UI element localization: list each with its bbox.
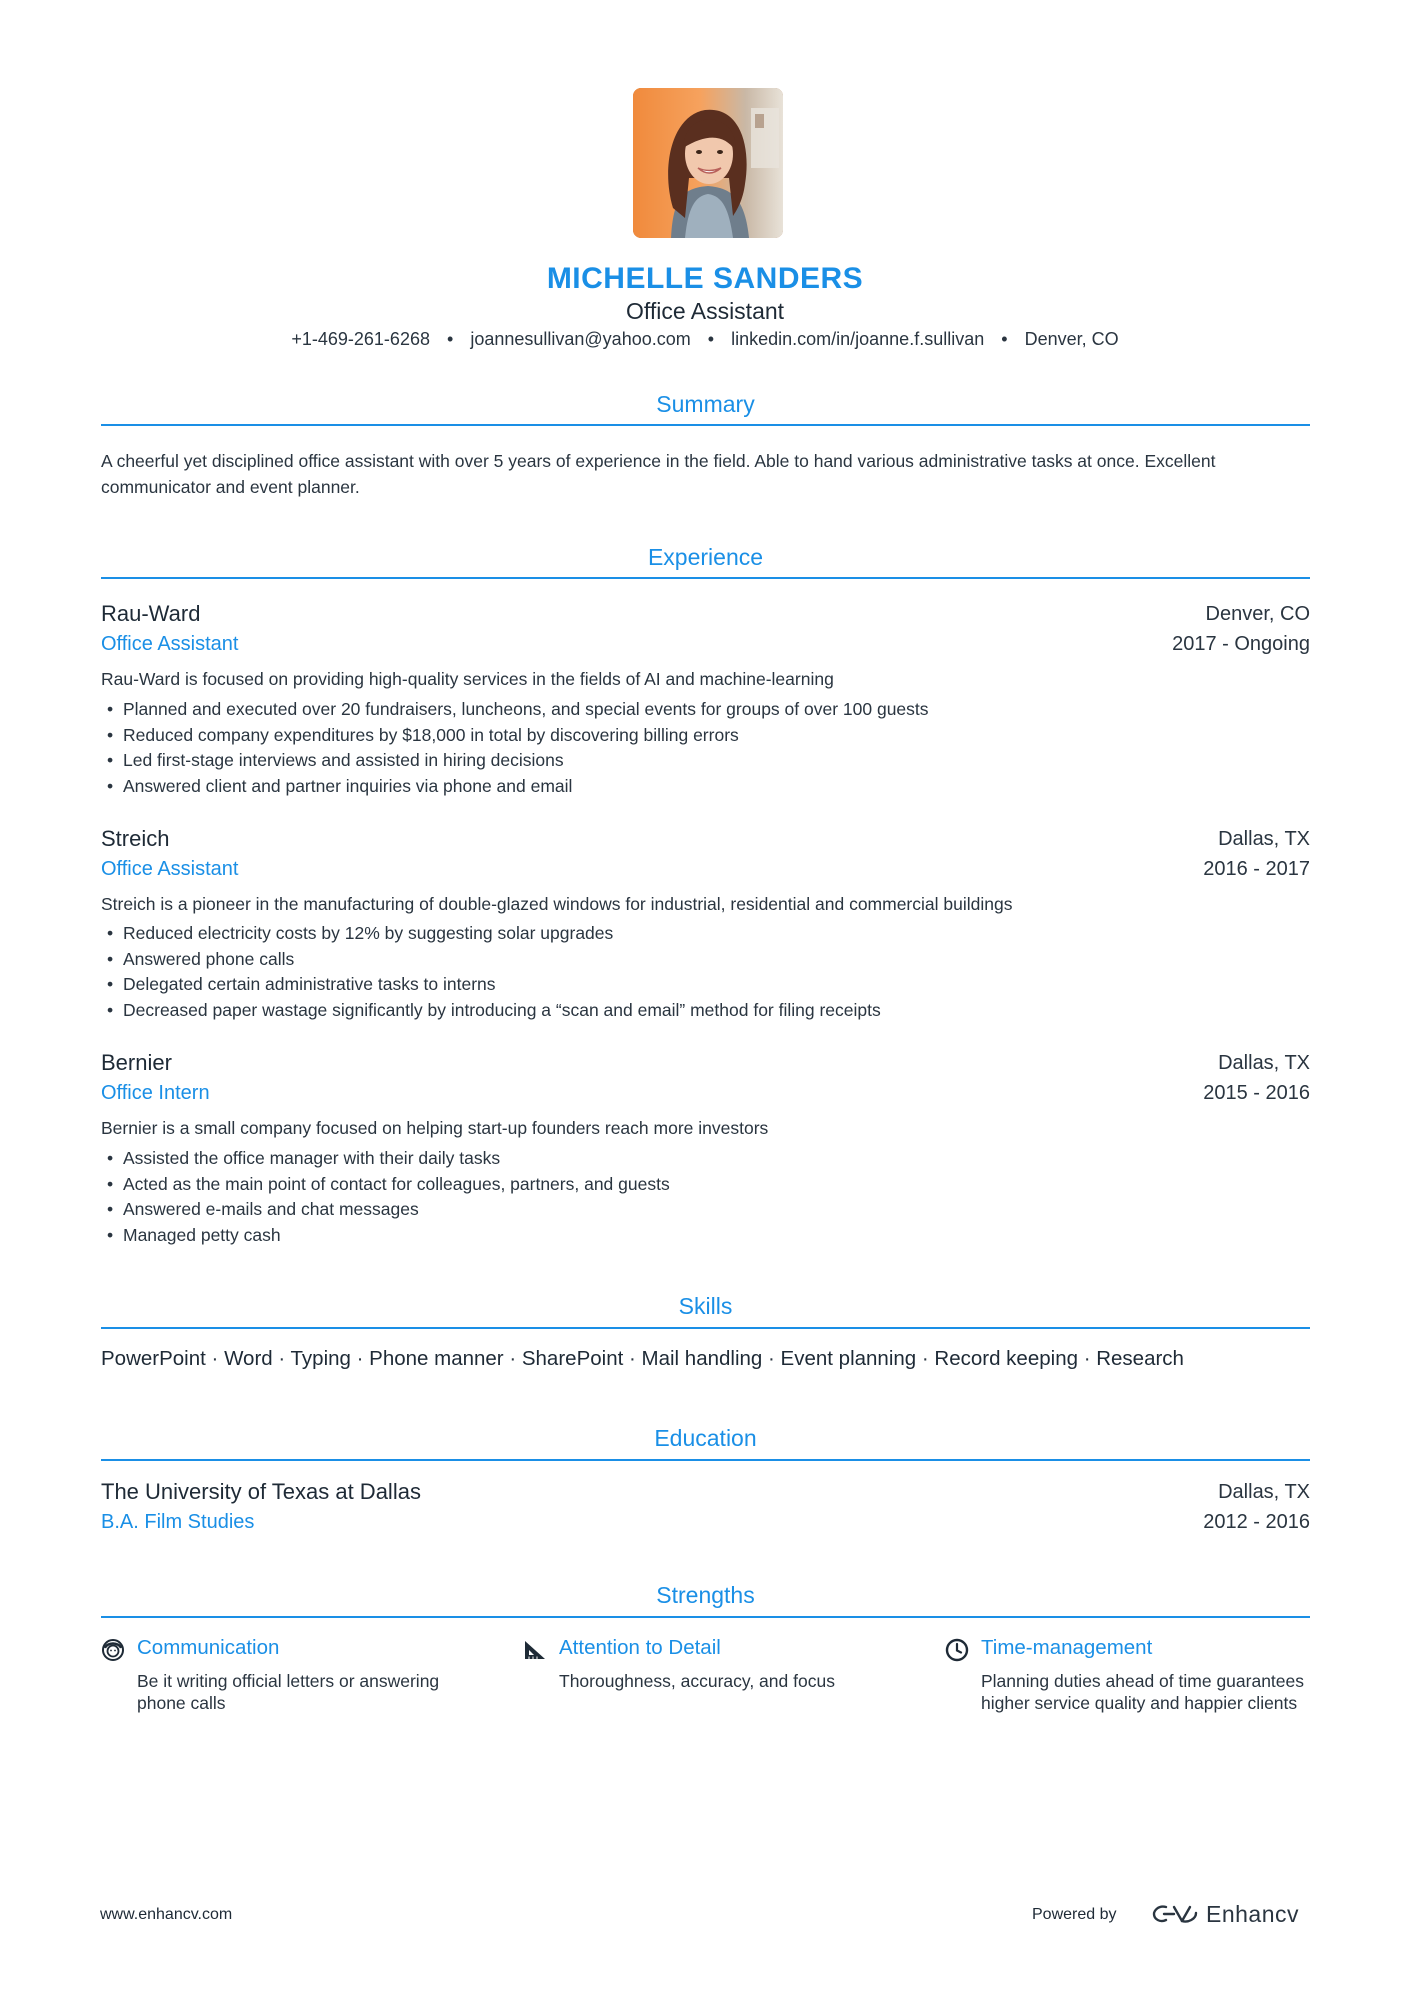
summary-heading: Summary xyxy=(656,391,755,417)
skill-item: SharePoint xyxy=(521,1347,624,1370)
bullet-icon: • xyxy=(107,724,114,745)
bullet-icon: • xyxy=(107,699,114,719)
job-role: Office Assistant xyxy=(101,633,239,655)
job-bullets xyxy=(101,1146,670,1248)
job-location: Denver, CO xyxy=(1205,603,1310,625)
strength-title: Attention to Detail xyxy=(559,1636,721,1659)
bullet-icon: • xyxy=(107,948,114,969)
bullet-icon: • xyxy=(107,1199,114,1219)
list-item: • Delegated certain administrative tasks to interns xyxy=(101,972,881,998)
skills-divider xyxy=(101,1327,1310,1329)
job-description: Bernier is a small company focused on helping start-up founders reach more investors xyxy=(101,1118,769,1138)
education-school: The University of Texas at Dallas xyxy=(101,1479,421,1504)
strength-title: Communication xyxy=(137,1636,280,1659)
list-item: • Managed petty cash xyxy=(101,1223,670,1249)
job-company: Rau-Ward xyxy=(101,601,201,626)
job-bullets xyxy=(101,921,881,1023)
job-company: Bernier xyxy=(101,1050,172,1075)
email[interactable]: joannesullivan@yahoo.com xyxy=(470,329,691,349)
list-item: • Answered phone calls xyxy=(101,947,881,973)
powered-by-label: Powered by xyxy=(1032,1906,1117,1923)
job-dates: 2017 - Ongoing xyxy=(1172,633,1310,655)
bullet-icon: • xyxy=(107,923,114,943)
list-item: • Planned and executed over 20 fundraisers, luncheons, and special events for groups of over 100 guests xyxy=(101,697,929,723)
strength-description: Be it writing official letters or answering phone calls xyxy=(137,1671,440,1713)
skill-item: PowerPoint xyxy=(101,1347,206,1370)
education-divider xyxy=(101,1459,1310,1461)
list-item: • Answered client and partner inquiries via phone and email xyxy=(101,774,929,800)
bullet-icon: • xyxy=(107,775,114,796)
skill-item: Mail handling xyxy=(641,1347,763,1370)
brand-name: Enhancv xyxy=(1206,1900,1300,1927)
summary-text: A cheerful yet disciplined office assistant with over 5 years of experience in the field. Able to hand various administrative tasks at once. Excellent communicator and event planner. xyxy=(101,451,1216,497)
skill-item: Word xyxy=(224,1347,273,1370)
education-heading: Education xyxy=(654,1425,757,1451)
skill-item: Event planning xyxy=(780,1347,917,1370)
experience-divider xyxy=(101,577,1310,579)
bullet-icon: • xyxy=(107,999,114,1020)
education-dates: 2012 - 2016 xyxy=(1203,1511,1310,1533)
skills-list: PowerPoint · Word · Typing · Phone manner · SharePoint · Mail handling · Event planning · Record keeping · Research xyxy=(101,1347,1184,1370)
contact-separator: • xyxy=(707,329,715,349)
job-role: Office Assistant xyxy=(101,858,239,880)
job-description: Streich is a pioneer in the manufacturing of double-glazed windows for industrial, residential and commercial buildings xyxy=(101,894,1013,914)
strength-description: Thoroughness, accuracy, and focus xyxy=(559,1671,835,1691)
candidate-title: Office Assistant xyxy=(625,298,785,324)
skill-item: Typing xyxy=(290,1347,351,1370)
strengths-divider xyxy=(101,1616,1310,1618)
job-bullets xyxy=(101,697,929,799)
list-item: • Reduced electricity costs by 12% by suggesting solar upgrades xyxy=(101,921,881,947)
education-degree: B.A. Film Studies xyxy=(101,1511,255,1533)
contact-line xyxy=(0,329,1410,350)
candidate-name: MICHELLE SANDERS xyxy=(546,262,864,295)
job-role: Office Intern xyxy=(101,1082,210,1104)
education-location: Dallas, TX xyxy=(1218,1481,1310,1503)
list-item: • Assisted the office manager with their daily tasks xyxy=(101,1146,670,1172)
enhancv-logo[interactable] xyxy=(1152,1897,1299,1931)
contact-separator: • xyxy=(447,329,454,349)
list-item: • Answered e-mails and chat messages xyxy=(101,1197,670,1223)
list-item: • Acted as the main point of contact for colleagues, partners, and guests xyxy=(101,1172,670,1198)
job-description: Rau-Ward is focused on providing high-quality services in the fields of AI and machine-learning xyxy=(101,669,834,689)
location: Denver, CO xyxy=(1024,329,1119,349)
communication-icon xyxy=(101,1638,125,1662)
bullet-icon: • xyxy=(107,1224,114,1245)
skill-item: Research xyxy=(1096,1347,1184,1370)
job-location: Dallas, TX xyxy=(1218,828,1310,850)
summary-divider xyxy=(101,424,1310,426)
job-dates: 2016 - 2017 xyxy=(1203,858,1310,880)
profile-photo xyxy=(633,88,783,238)
footer-website-link[interactable]: www.enhancv.com xyxy=(100,1906,233,1923)
list-item: • Decreased paper wastage significantly by introducing a “scan and email” method for filing receipts xyxy=(101,998,881,1024)
skill-item: Record keeping xyxy=(934,1347,1078,1370)
bullet-icon: • xyxy=(107,1173,114,1194)
list-item: • Led first-stage interviews and assisted in hiring decisions xyxy=(101,748,929,774)
bullet-icon: • xyxy=(107,974,114,994)
strength-description: Planning duties ahead of time guarantees higher service quality and happier clients xyxy=(981,1671,1305,1713)
skill-item: Phone manner xyxy=(369,1347,504,1370)
skills-heading: Skills xyxy=(678,1293,733,1319)
job-company: Streich xyxy=(101,826,170,851)
strength-title: Time-management xyxy=(981,1636,1153,1659)
ruler-triangle-icon xyxy=(523,1638,547,1662)
list-item: • Reduced company expenditures by $18,000 in total by discovering billing errors xyxy=(101,723,929,749)
contact-separator: • xyxy=(1001,329,1008,349)
job-dates: 2015 - 2016 xyxy=(1203,1082,1310,1104)
experience-heading: Experience xyxy=(647,544,764,570)
bullet-icon: • xyxy=(107,750,114,770)
linkedin-link[interactable]: linkedin.com/in/joanne.f.sullivan xyxy=(731,329,985,349)
strengths-heading: Strengths xyxy=(656,1582,755,1608)
enhancv-logo-icon xyxy=(1152,1903,1198,1925)
phone[interactable]: +1-469-261-6268 xyxy=(291,329,430,349)
clock-icon xyxy=(945,1638,969,1662)
job-location: Dallas, TX xyxy=(1218,1052,1310,1074)
bullet-icon: • xyxy=(107,1148,114,1168)
